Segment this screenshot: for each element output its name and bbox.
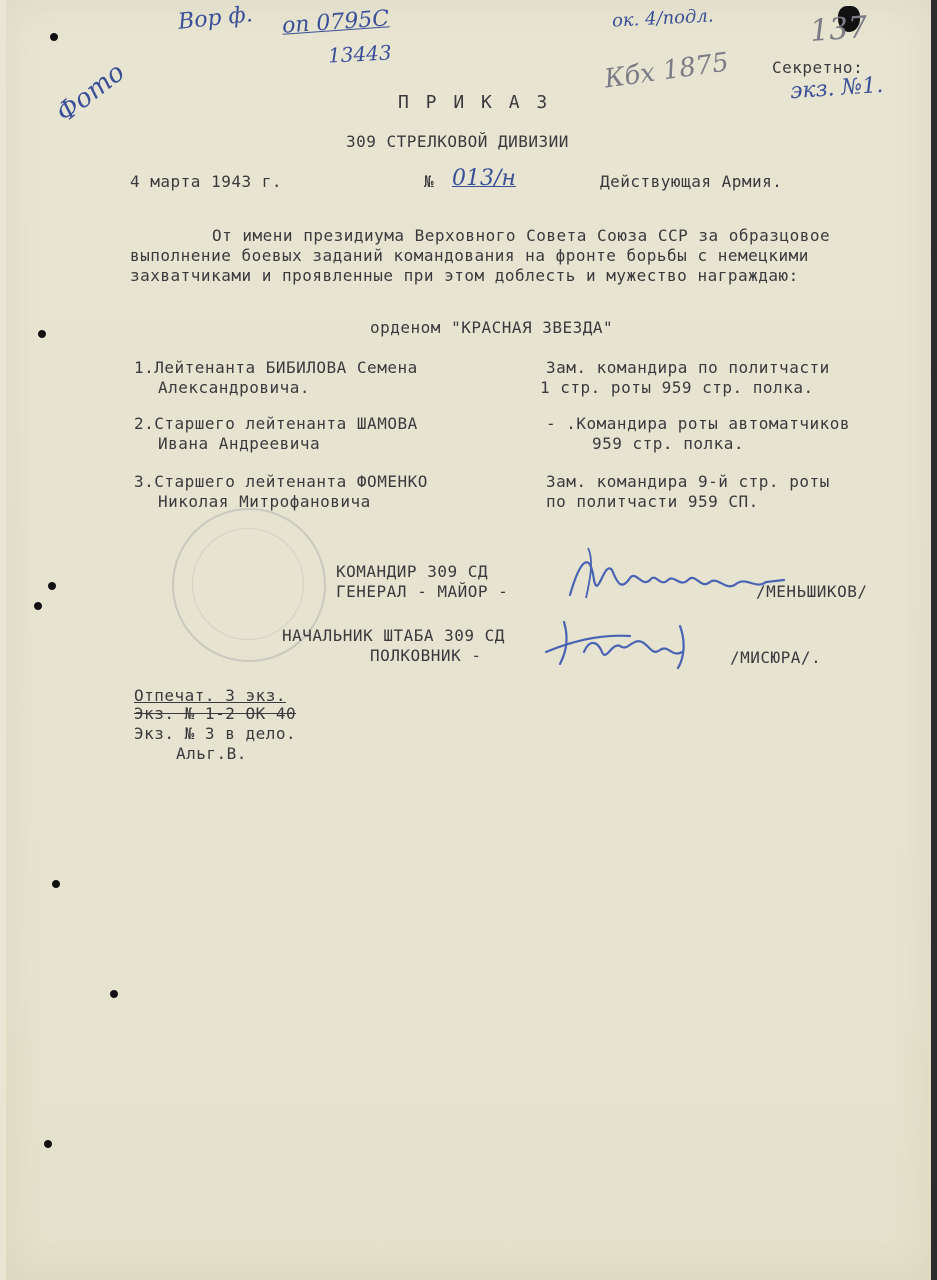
- punch-hole: [34, 602, 42, 610]
- paragraph-line: выполнение боевых заданий командования на фронте борьбы с немецкими: [130, 246, 809, 265]
- awardee-post: по политчасти 959 СП.: [546, 492, 759, 511]
- award-name: орденом "КРАСНАЯ ЗВЕЗДА": [370, 318, 614, 337]
- footer-copies: Отпечат. 3 экз.: [134, 686, 286, 705]
- chief-signature: [540, 612, 710, 672]
- awardee-name: Николая Митрофановича: [158, 492, 371, 511]
- page-number-note: 137: [808, 10, 869, 49]
- awardee-name: Ивана Андреевича: [158, 434, 321, 453]
- chief-title: НАЧАЛЬНИК ШТАБА 309 СД: [282, 626, 505, 645]
- order-number: 013/н: [452, 166, 516, 191]
- awardee-post: 959 стр. полка.: [592, 434, 744, 453]
- punch-hole: [48, 582, 56, 590]
- page-title: П Р И К А З: [398, 92, 551, 113]
- archive-opis-note: оп 0795С: [281, 6, 390, 39]
- chief-name: /МИСЮРА/.: [730, 648, 822, 667]
- commander-title: КОМАНДИР 309 СД: [336, 562, 488, 581]
- awardee-post: 1 стр. роты 959 стр. полка.: [540, 378, 814, 397]
- awardee-name: 3.Старшего лейтенанта ФОМЕНКО: [134, 472, 428, 491]
- punch-hole: [50, 33, 58, 41]
- scan-edge: [931, 0, 937, 1280]
- order-date: 4 марта 1943 г.: [130, 172, 282, 191]
- archive-pencil-note: Кбх 1875: [602, 47, 731, 95]
- awardee-post: Зам. командира 9-й стр. роты: [546, 472, 830, 491]
- punch-hole: [52, 880, 60, 888]
- order-number-prefix: №: [424, 172, 435, 191]
- commander-name: /МЕНЬШИКОВ/: [756, 582, 868, 601]
- footer-copy-1-2: Экз. № 1-2 ОК 40: [134, 704, 297, 723]
- chief-rank: ПОЛКОВНИК -: [370, 646, 482, 665]
- footer-copy-3: Экз. № 3 в дело.: [134, 724, 297, 743]
- awardee-post: Зам. командира по политчасти: [546, 358, 830, 377]
- awardee-post: - .Командира роты автоматчиков: [546, 414, 850, 433]
- awardee-name: Александровича.: [158, 378, 310, 397]
- punch-hole: [110, 990, 118, 998]
- order-location: Действующая Армия.: [600, 172, 783, 191]
- punch-hole: [38, 330, 46, 338]
- copy-note: ок. 4/подл.: [611, 5, 715, 32]
- division-subtitle: 309 СТРЕЛКОВОЙ ДИВИЗИИ: [346, 132, 569, 151]
- archive-fund-note: Вор ф.: [176, 2, 254, 35]
- footer-typist: Альг.В.: [176, 744, 247, 763]
- awardee-name: 2.Старшего лейтенанта ШАМОВА: [134, 414, 418, 433]
- commander-rank: ГЕНЕРАЛ - МАЙОР -: [336, 582, 509, 601]
- secret-label: Секретно:: [772, 58, 864, 77]
- secret-copy-note: экз. №1.: [789, 72, 885, 105]
- archive-number-note: 13443: [327, 40, 393, 68]
- punch-hole: [44, 1140, 52, 1148]
- paragraph-line: От имени президиума Верховного Совета Союза ССР за образцовое: [212, 226, 831, 245]
- paragraph-line: захватчиками и проявленные при этом доблесть и мужество награждаю:: [130, 266, 799, 285]
- margin-photo-note: Фото: [50, 57, 131, 129]
- awardee-name: 1.Лейтенанта БИБИЛОВА Семена: [134, 358, 418, 377]
